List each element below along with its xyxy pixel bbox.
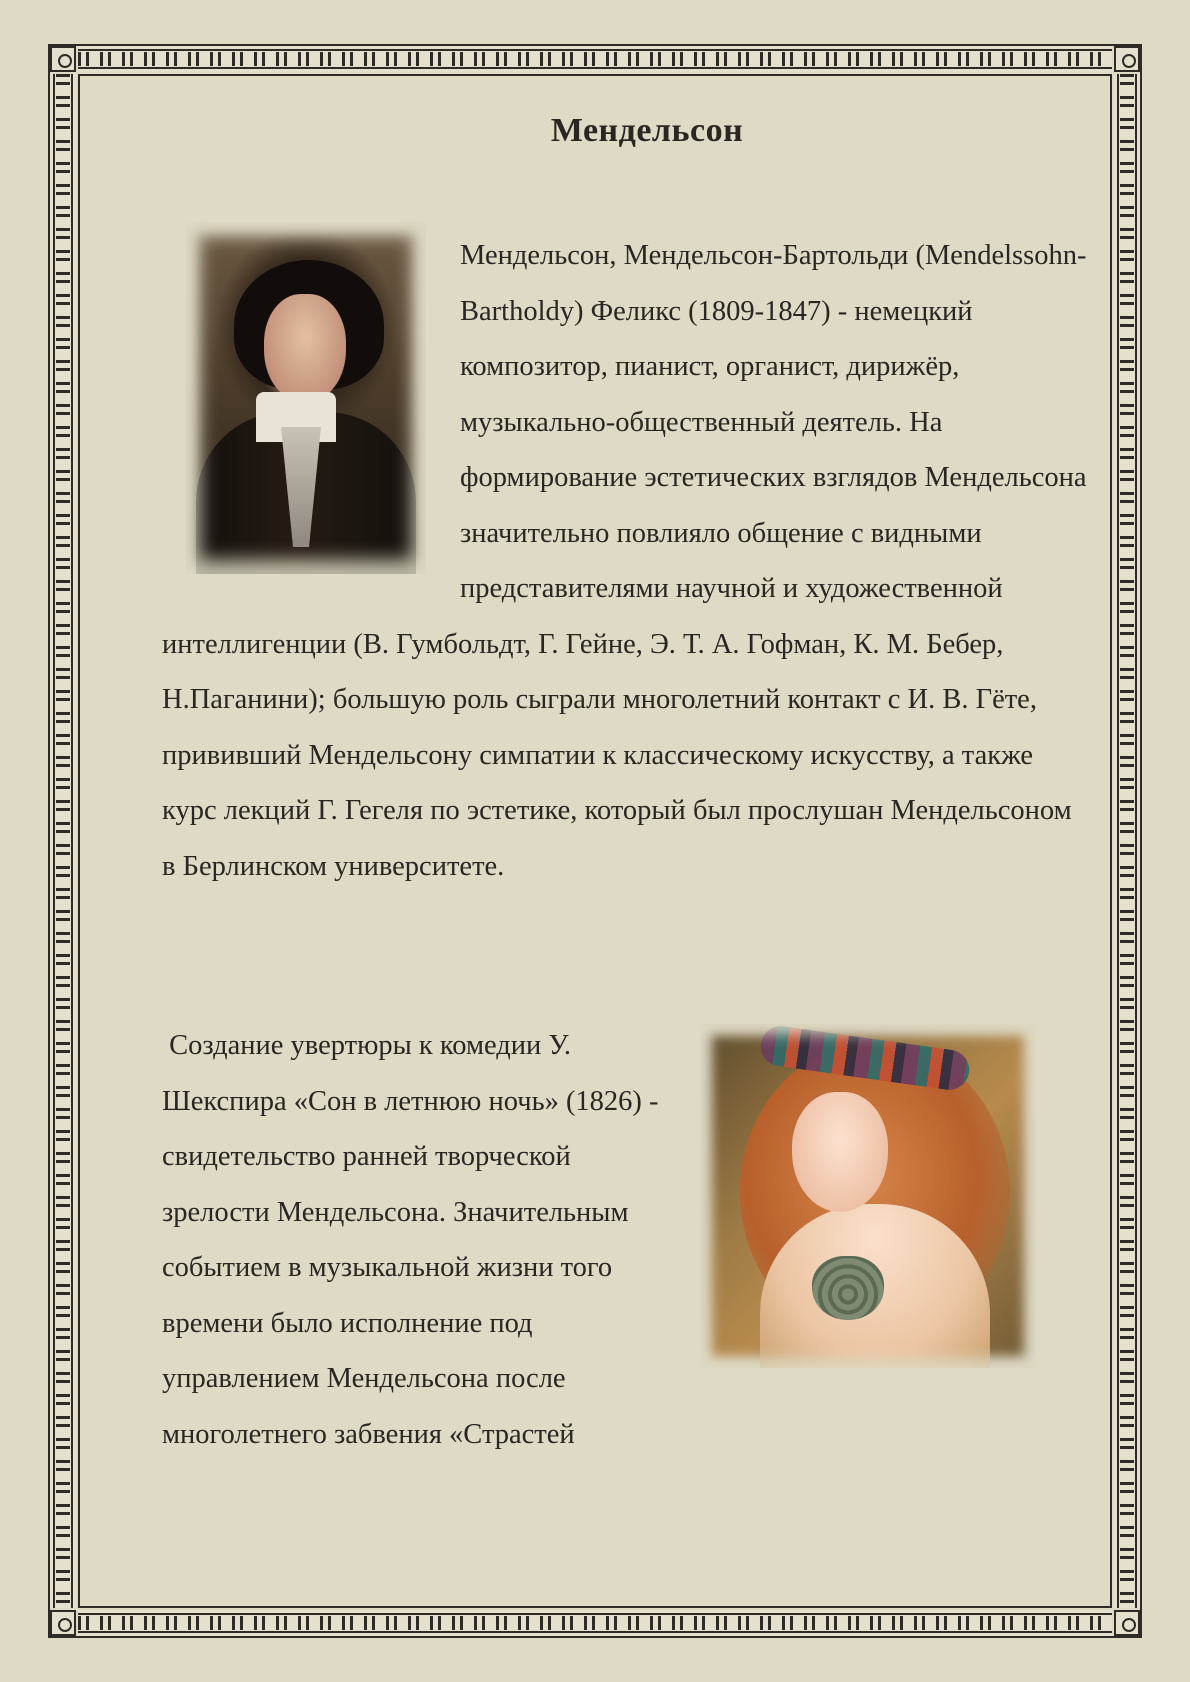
overture-paragraph: Создание увертюры к комедии У. Шекспира «Сон в летнюю ночь» (1826) - свидетельство ранней творческой зрелости Мендельсона. Значительным событием в музыкальной жизни того времени было исполнение под управлением Мендельсона после многолетнего забвения «Страстей	[162, 1030, 666, 1450]
biography-section	[162, 228, 1092, 894]
page-title: Мендельсон	[550, 112, 744, 149]
border-corner-ornament	[1114, 46, 1140, 72]
overture-section	[162, 1018, 1092, 1462]
border-corner-ornament	[50, 46, 76, 72]
border-meander-top	[78, 46, 1112, 72]
fairy-painting-image	[700, 1024, 1036, 1368]
biography-paragraph: Мендельсон, Мендельсон-Бартольди (Mendelssohn-Bartholdy) Феликс (1809-1847) - немецкий композитор, пианист, органист, дирижёр, музыкально-общественный деятель. На формирование эстетических взглядов Мендельсона значительно повлияло общение с видными представителями научной и художественной интеллигенции (В. Гумбольдт, Г. Гейне, Э. Т. А. Гофман, К. М. Бебер, Н.Паганини); большую роль сыграли многолетний контакт с И. В. Гёте, прививший Мендельсону симпатии к классическому искусству, а также курс лекций Г. Гегеля по эстетике, который был прослушан Мендельсоном в Берлинском университете.	[162, 240, 1087, 882]
border-meander-right	[1114, 74, 1140, 1608]
border-corner-ornament	[1114, 1610, 1140, 1636]
image-vignette	[700, 1024, 1036, 1368]
portrait-image	[186, 222, 426, 574]
border-meander-left	[50, 74, 76, 1608]
page-content	[162, 100, 1092, 1580]
border-meander-bottom	[78, 1610, 1112, 1636]
border-corner-ornament	[50, 1610, 76, 1636]
image-vignette	[186, 222, 426, 574]
